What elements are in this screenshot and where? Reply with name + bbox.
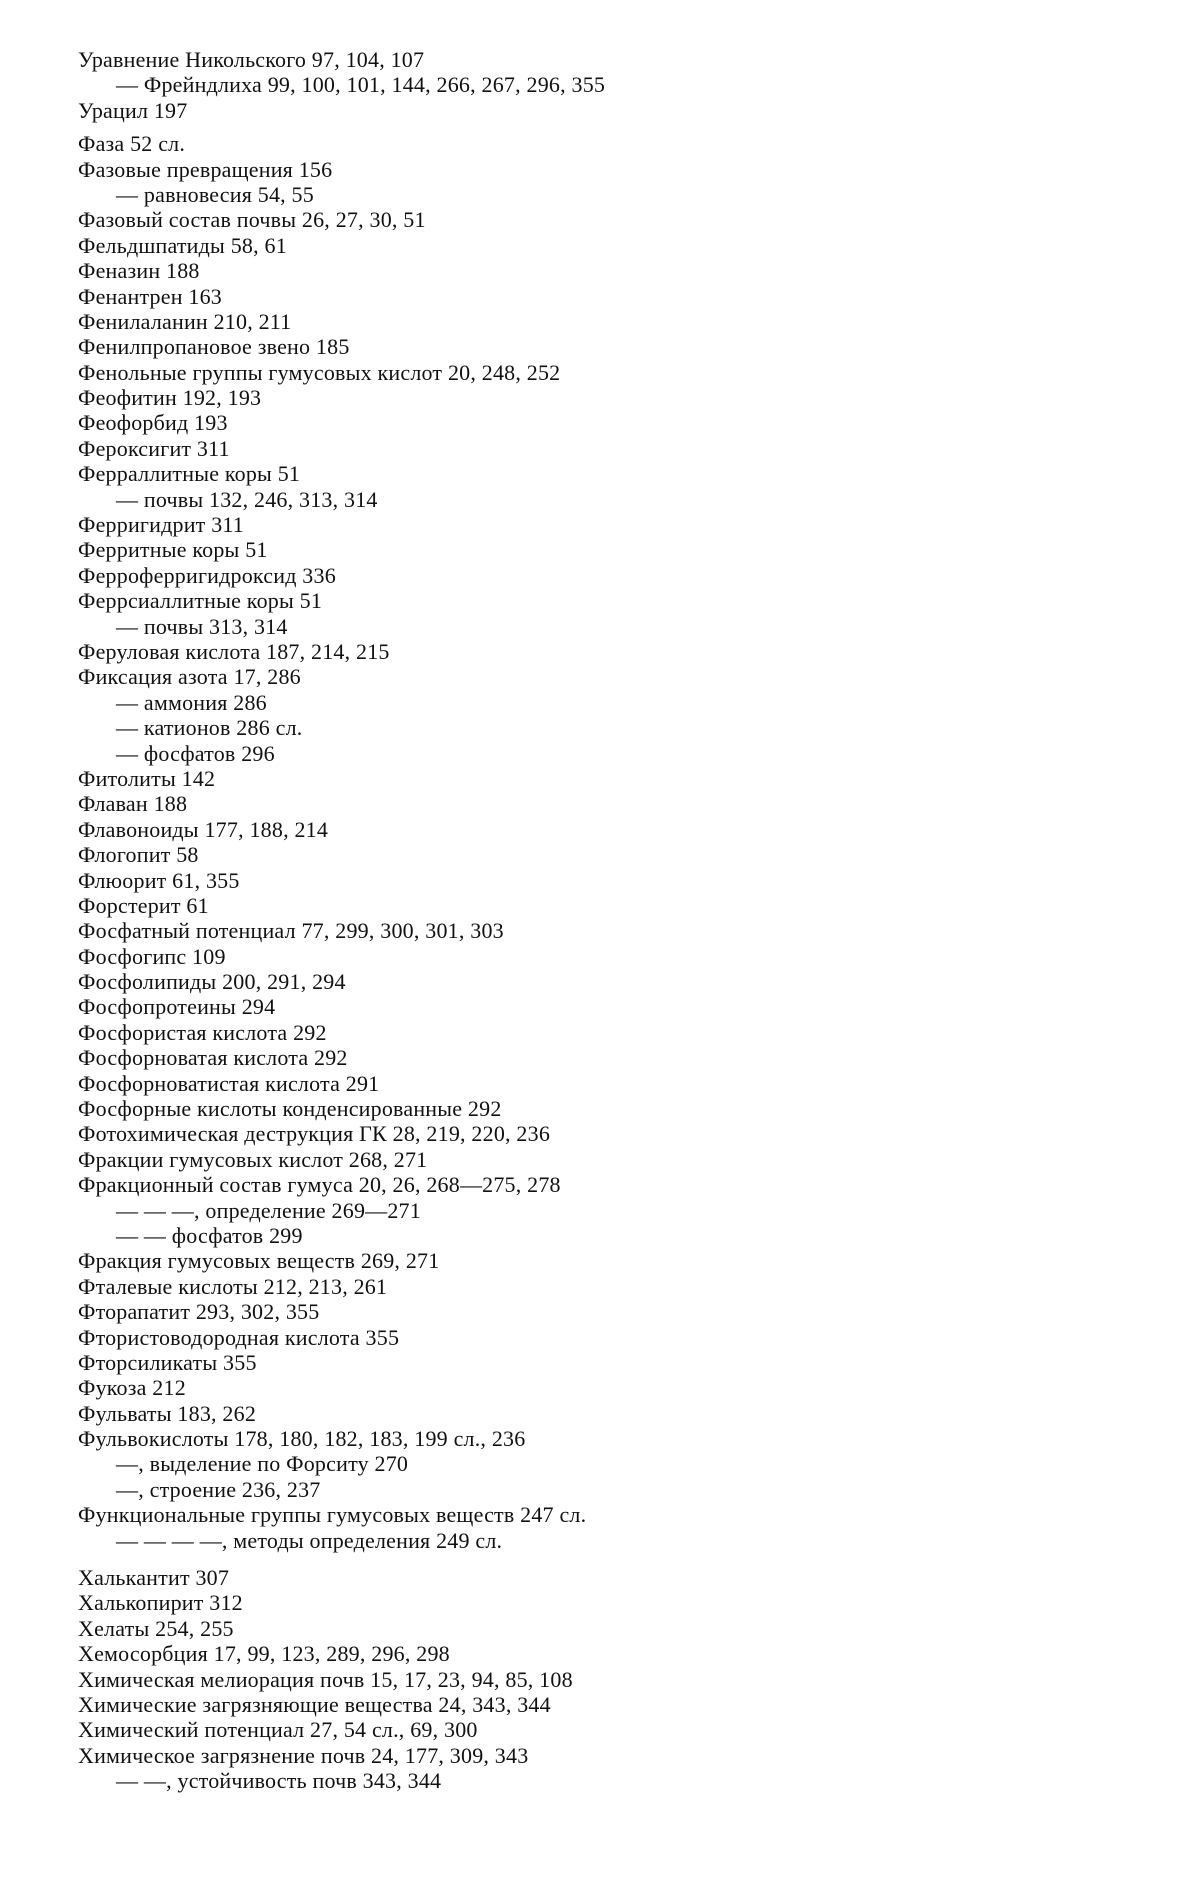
index-entry: Фиксация азота 17, 286 (78, 664, 301, 690)
index-entry: Функциональные группы гумусовых веществ 247 сл. (78, 1502, 587, 1528)
index-subentry: — — —, определение 269—271 (116, 1197, 421, 1223)
index-entry: Урацил 197 (78, 97, 188, 123)
index-entry: Фероксигит 311 (78, 435, 230, 461)
index-entry: Фульвокислоты 178, 180, 182, 183, 199 сл., 236 (78, 1426, 526, 1452)
index-entry: Флогопит 58 (78, 842, 199, 868)
subject-index-list (78, 47, 1138, 1794)
index-entry: Фельдшпатиды 58, 61 (78, 232, 287, 258)
index-entry: Фукоза 212 (78, 1375, 186, 1401)
index-entry: Феофитин 192, 193 (78, 385, 262, 411)
index-subentry: — — — —, методы определения 249 сл. (116, 1527, 503, 1553)
index-entry: Фракционный состав гумуса 20, 26, 268—275, 278 (78, 1172, 561, 1198)
index-subentry: —, строение 236, 237 (116, 1476, 321, 1502)
index-entry: Уравнение Никольского 97, 104, 107 (78, 47, 425, 72)
index-entry: Фульваты 183, 262 (78, 1400, 257, 1426)
index-entry: Фосфорноватая кислота 292 (78, 1045, 348, 1071)
index-subentry: — фосфатов 296 (116, 740, 275, 766)
index-subentry: — — фосфатов 299 (116, 1222, 303, 1248)
index-entry: Фосфорные кислоты конденсированные 292 (78, 1096, 502, 1122)
index-entry: Фосфолипиды 200, 291, 294 (78, 969, 346, 995)
index-entry: Феофорбид 193 (78, 410, 228, 436)
index-entry: Фенилпропановое звено 185 (78, 334, 350, 360)
index-entry: Фенольные группы гумусовых кислот 20, 248, 252 (78, 359, 561, 385)
index-entry: Химическая мелиорация почв 15, 17, 23, 94, 85, 108 (78, 1666, 573, 1692)
index-entry: Фазовый состав почвы 26, 27, 30, 51 (78, 207, 426, 233)
index-entry: Хелаты 254, 255 (78, 1615, 234, 1641)
index-entry: Феруловая кислота 187, 214, 215 (78, 638, 390, 664)
index-entry: Фенантрен 163 (78, 283, 222, 309)
index-entry: Феназин 188 (78, 258, 200, 284)
index-entry: Халькантит 307 (78, 1565, 230, 1591)
index-subentry: — —, устойчивость почв 343, 344 (116, 1768, 442, 1794)
index-entry: Фосфопротеины 294 (78, 994, 276, 1020)
index-entry: Химический потенциал 27, 54 сл., 69, 300 (78, 1717, 478, 1743)
index-entry: Фосфатный потенциал 77, 299, 300, 301, 303 (78, 918, 504, 944)
index-entry: Ферритные коры 51 (78, 537, 268, 563)
index-entry: Флаван 188 (78, 791, 188, 817)
index-entry: Халькопирит 312 (78, 1590, 243, 1616)
index-entry: Фторапатит 293, 302, 355 (78, 1299, 320, 1325)
index-entry: Фракция гумусовых веществ 269, 271 (78, 1248, 440, 1274)
index-subentry: — аммония 286 (116, 689, 267, 715)
index-entry: Флавоноиды 177, 188, 214 (78, 816, 329, 842)
index-entry: Фтористоводородная кислота 355 (78, 1324, 400, 1350)
index-subentry: —, выделение по Форситу 270 (116, 1451, 409, 1477)
index-entry: Фосфогипс 109 (78, 943, 226, 969)
index-entry: Фосфористая кислота 292 (78, 1019, 327, 1045)
index-entry: Химическое загрязнение почв 24, 177, 309, 343 (78, 1742, 529, 1768)
index-entry: Фракции гумусовых кислот 268, 271 (78, 1146, 428, 1172)
index-entry: Химические загрязняющие вещества 24, 343, 344 (78, 1692, 551, 1717)
index-subentry: — Фрейндлиха 99, 100, 101, 144, 266, 267, 296, 355 (116, 72, 606, 98)
index-entry: Флюорит 61, 355 (78, 867, 240, 893)
index-entry: Ферраллитные коры 51 (78, 461, 301, 487)
index-subentry: — катионов 286 сл. (116, 715, 303, 741)
index-entry: Фотохимическая деструкция ГК 28, 219, 220, 236 (78, 1121, 551, 1147)
index-entry: Фенилаланин 210, 211 (78, 308, 292, 334)
index-entry: Фталевые кислоты 212, 213, 261 (78, 1273, 388, 1299)
index-subentry: — почвы 132, 246, 313, 314 (116, 486, 378, 512)
index-entry: Фаза 52 сл. (78, 131, 186, 157)
index-subentry: — равновесия 54, 55 (116, 181, 314, 207)
index-entry: Фосфорноватистая кислота 291 (78, 1070, 380, 1096)
index-entry: Феррсиаллитные коры 51 (78, 588, 323, 614)
index-entry: Ферригидрит 311 (78, 512, 244, 538)
index-entry: Хемосорбция 17, 99, 123, 289, 296, 298 (78, 1641, 450, 1667)
index-entry: Фазовые превращения 156 (78, 156, 333, 182)
index-entry: Фитолиты 142 (78, 765, 216, 791)
index-subentry: — почвы 313, 314 (116, 613, 288, 639)
index-entry: Фторсиликаты 355 (78, 1349, 257, 1375)
index-entry: Форстерит 61 (78, 892, 209, 918)
index-entry: Ферроферригидроксид 336 (78, 562, 336, 588)
